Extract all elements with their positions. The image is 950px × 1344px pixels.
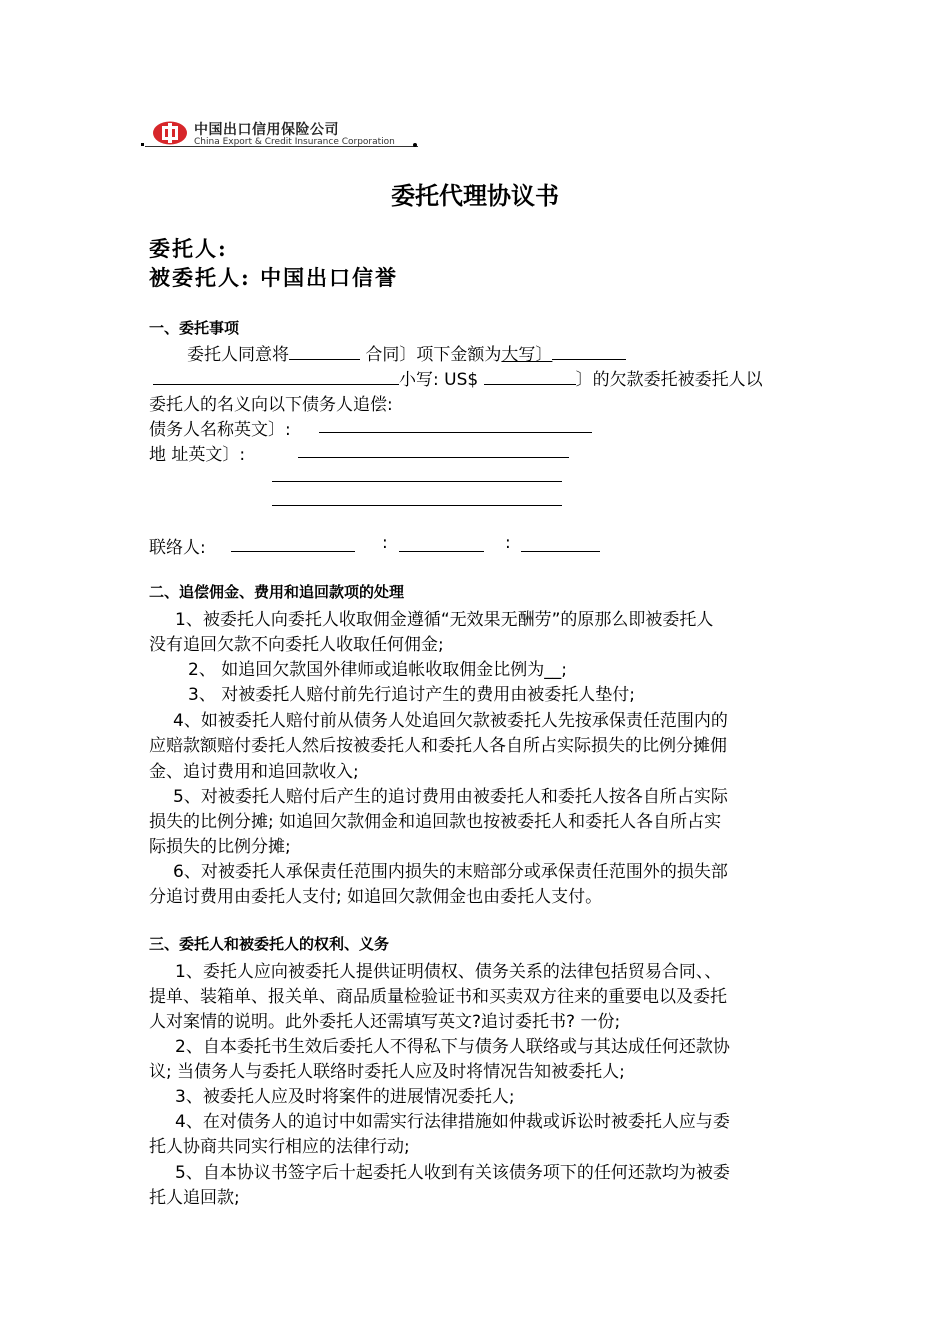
amount-words-label: 大写〕 bbox=[501, 345, 553, 365]
s3-line-3: 人对案情的说明。此外委托人还需填写英文?追讨委托书? 一份; bbox=[149, 1012, 621, 1032]
s3-line-2: 提单、装箱单、报关单、商品质量检验证书和买卖双方往来的重要电以及委托 bbox=[149, 987, 727, 1007]
phone-blank bbox=[399, 551, 484, 552]
company-name-en: China Export & Credit Insurance Corporation bbox=[194, 137, 395, 147]
section-1-line-3: 委托人的名义向以下债务人追偿: bbox=[149, 395, 393, 415]
header-marker-left bbox=[141, 143, 144, 146]
s2-line-3: 2、 如追回欠款国外律师或追帐收取佣金比例为__; bbox=[188, 660, 567, 680]
s2-line-8: 5、对被委托人赔付后产生的追讨费用由被委托人和委托人按各自所占实际 bbox=[173, 787, 728, 807]
text: 〕的欠款委托被委托人以 bbox=[575, 370, 763, 390]
s2-line-9: 损失的比例分摊; 如追回欠款佣金和追回款也按被委托人和委托人各自所占实 bbox=[149, 812, 722, 832]
debtor-name-blank bbox=[319, 432, 592, 433]
header-marker-right bbox=[413, 143, 417, 147]
s3-line-10: 托人追回款; bbox=[149, 1188, 240, 1208]
s3-line-6: 3、被委托人应及时将案件的进展情况委托人; bbox=[175, 1087, 515, 1107]
address-blank-1 bbox=[298, 457, 569, 458]
address-row bbox=[149, 440, 245, 465]
contract-blank bbox=[289, 343, 360, 360]
section-1-line-1 bbox=[187, 340, 626, 365]
fax-blank bbox=[521, 551, 600, 552]
header-divider bbox=[145, 146, 418, 147]
text: 委托人同意将 bbox=[187, 345, 289, 365]
s2-line-6: 应赔款额赔付委托人然后按被委托人和委托人各自所占实际损失的比例分摊佣 bbox=[149, 736, 727, 756]
address-blank-2 bbox=[272, 481, 562, 482]
s2-line-11: 6、对被委托人承保责任范围内损失的末赔部分或承保责任范围外的损失部 bbox=[173, 862, 728, 882]
s3-line-1: 1、委托人应向被委托人提供证明债权、债务关系的法律包括贸易合同、、 bbox=[175, 962, 722, 982]
s3-line-7: 4、在对债务人的追讨中如需实行法律措施如仲裁或诉讼时被委托人应与委 bbox=[175, 1112, 730, 1132]
phone-colon: : bbox=[382, 533, 388, 553]
section-3-heading: 三、委托人和被委托人的权利、义务 bbox=[149, 935, 390, 953]
s3-line-4: 2、自本委托书生效后委托人不得私下与债务人联络或与其达成任何还款协 bbox=[175, 1037, 730, 1057]
s2-line-7: 金、追讨费用和追回款收入; bbox=[149, 762, 359, 782]
s2-line-2: 没有追回欠款不向委托人收取任何佣金; bbox=[149, 635, 444, 655]
contact-row bbox=[149, 533, 206, 558]
sinosure-logo-icon bbox=[152, 120, 188, 146]
s2-line-10: 际损失的比例分摊; bbox=[149, 837, 291, 857]
s2-line-5: 4、如被委托人赔付前从债务人处追回欠款被委托人先按承保责任范围内的 bbox=[173, 711, 728, 731]
fax-colon: : bbox=[505, 533, 511, 553]
s3-line-5: 议; 当债务人与委托人联络时委托人应及时将情况告知被委托人; bbox=[149, 1062, 625, 1082]
text: 合同〕项下金额为 bbox=[360, 345, 502, 365]
s2-line-4: 3、 对被委托人赔付前先行追讨产生的费用由被委托人垫付; bbox=[188, 685, 635, 705]
text: 小写: US$ bbox=[399, 370, 484, 390]
section-1-line-2 bbox=[149, 365, 763, 390]
debtor-name-row bbox=[149, 415, 291, 440]
s3-line-8: 托人协商共同实行相应的法律行动; bbox=[149, 1137, 410, 1157]
agent-label: 被委托人: 中国出口信誉 bbox=[149, 265, 399, 290]
company-name-cn: 中国出口信用保险公司 bbox=[194, 122, 339, 138]
amount-words-blank-2 bbox=[153, 368, 399, 385]
amount-words-blank bbox=[552, 343, 626, 360]
document-title: 委托代理协议书 bbox=[391, 182, 559, 210]
section-1-heading: 一、委托事项 bbox=[149, 319, 240, 337]
section-2-heading: 二、追偿佣金、费用和追回款项的处理 bbox=[149, 583, 405, 601]
address-label: 地 址英文〕: bbox=[149, 445, 246, 465]
s3-line-9: 5、自本协议书签字后十起委托人收到有关该债务项下的任何还款均为被委 bbox=[175, 1163, 730, 1183]
amount-figures-blank bbox=[484, 368, 576, 385]
s2-line-1: 1、被委托人向委托人收取佣金遵循“无效果无酬劳”的原那么即被委托人 bbox=[175, 610, 714, 630]
contact-blank bbox=[231, 551, 355, 552]
contact-label: 联络人: bbox=[149, 538, 206, 558]
debtor-name-label: 债务人名称英文〕: bbox=[149, 420, 291, 440]
address-blank-3 bbox=[272, 505, 562, 506]
principal-label: 委托人: bbox=[149, 236, 228, 261]
s2-line-12: 分追讨费用由委托人支付; 如追回欠款佣金也由委托人支付。 bbox=[149, 887, 603, 907]
